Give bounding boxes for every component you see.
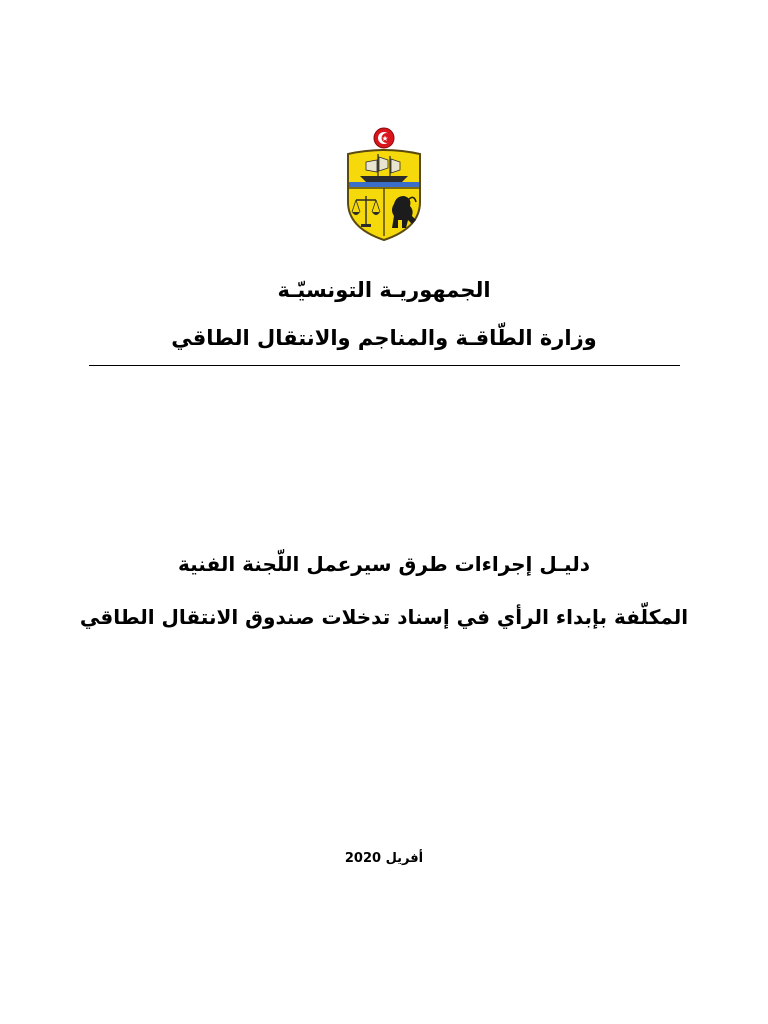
document-date: أفريل 2020 [344, 851, 424, 866]
ministry-heading: وزارة الطّاقـة والمناجم والانتقال الطاقي [171, 326, 597, 350]
document-title-line-2: المكلّفة بإبداء الرأي في إسناد تدخلات صندوق الانتقال الطاقي [79, 605, 689, 629]
header-divider [89, 365, 680, 366]
republic-heading: الجمهوريـة التونسيّـة [277, 278, 491, 302]
tunisia-coat-of-arms-icon [342, 124, 426, 242]
document-title-line-1: دليـل إجراءات طرق سيرعمل اللّجنة الفنية [178, 552, 590, 576]
